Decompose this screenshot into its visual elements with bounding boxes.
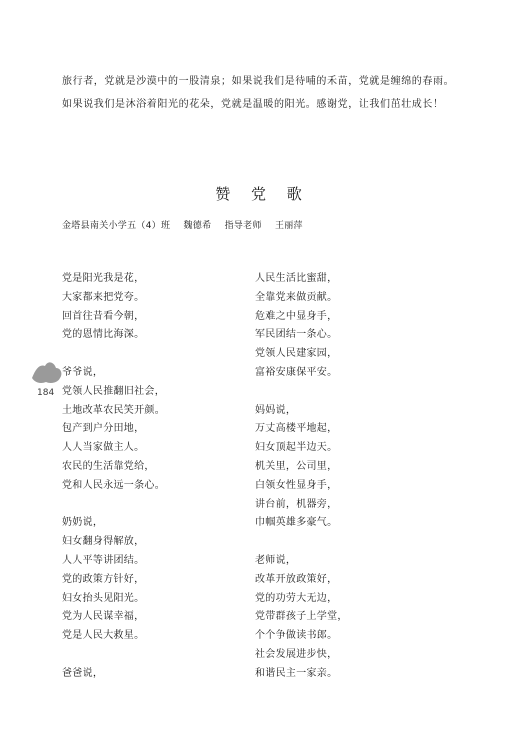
poem-line: 党的功劳大无边， <box>255 592 338 604</box>
poem-line: 妇女顶起半边天。 <box>255 442 338 454</box>
poem-line: 社会发展进步快， <box>255 649 338 660</box>
poem-line: 白领女性显身手， <box>255 479 338 491</box>
poem-line: 妈妈说， <box>255 404 297 416</box>
poem-line: 人民生活比蜜甜， <box>255 273 338 284</box>
poem-line: 党的恩情比海深。 <box>62 329 145 341</box>
poem-line: 回首往昔看今朝， <box>62 310 145 322</box>
poem-line: 农民的生活靠党给， <box>62 461 155 472</box>
poem-line: 党和人民永远一条心。 <box>62 479 165 491</box>
poem-line: 党是人民大救星。 <box>62 630 145 642</box>
poem-line: 土地改革农民笑开颜。 <box>62 404 165 416</box>
byline-teacher: 王丽萍 <box>274 221 303 231</box>
poem-line: 个个争做读书郎。 <box>255 630 338 642</box>
byline-student: 魏德希 <box>183 221 212 231</box>
page-number: 184 <box>37 388 55 398</box>
poem-line: 万丈高楼平地起， <box>255 423 338 435</box>
poem-line: 妇女抬头见阳光。 <box>62 592 145 604</box>
poem-line: 党是阳光我是花， <box>62 273 145 284</box>
poem-line: 人人当家做主人。 <box>62 442 145 454</box>
byline <box>62 218 313 231</box>
poem-line: 党领人民推翻旧社会， <box>62 385 165 397</box>
poem-line: 奶奶说， <box>62 517 104 529</box>
byline-teacher-label: 指导老师 <box>224 221 262 231</box>
poem-line: 妇女翻身得解放， <box>62 536 145 548</box>
intro-paragraph: 旅行者，党就是沙漠中的一股清泉；如果说我们是待哺的禾苗，党就是缠绵的春雨。如果说我们是沐浴着阳光的花朵，党就是温暖的阳光。感谢党，让我们茁壮成长！ <box>62 76 455 110</box>
poem-line: 富裕安康保平安。 <box>255 367 338 378</box>
poem-line: 老师说， <box>255 555 297 566</box>
byline-school: 金塔县南关小学五（4）班 <box>62 221 171 231</box>
poem-line: 包产到户分田地， <box>62 423 145 435</box>
poem-line: 全靠党来做贡献。 <box>255 291 338 303</box>
poem-line: 军民团结一条心。 <box>255 329 338 341</box>
poem-title: 赞 党 歌 <box>215 185 310 203</box>
poem-line: 党为人民谋幸福， <box>62 611 145 623</box>
poem-line: 讲台前，机器旁， <box>255 498 338 510</box>
page-corner-decoration <box>30 358 64 386</box>
poem-line: 人人平等讲团结。 <box>62 555 145 566</box>
poem-line: 党的政策方针好， <box>62 573 145 585</box>
poem-line: 巾帼英雄多豪气。 <box>255 517 338 529</box>
poem-line: 党领人民建家园， <box>255 348 338 360</box>
poem-line: 爸爸说， <box>62 667 104 679</box>
poem-line: 大家都来把党夸。 <box>62 291 145 303</box>
poem-line: 改革开放政策好， <box>255 573 338 585</box>
poem-line: 爷爷说， <box>62 367 104 378</box>
poem-line: 危难之中显身手， <box>255 310 338 322</box>
poem-line: 机关里，公司里， <box>255 461 338 472</box>
poem-line: 党带群孩子上学堂， <box>255 611 348 623</box>
poem-line: 和谐民主一家亲。 <box>255 667 338 679</box>
